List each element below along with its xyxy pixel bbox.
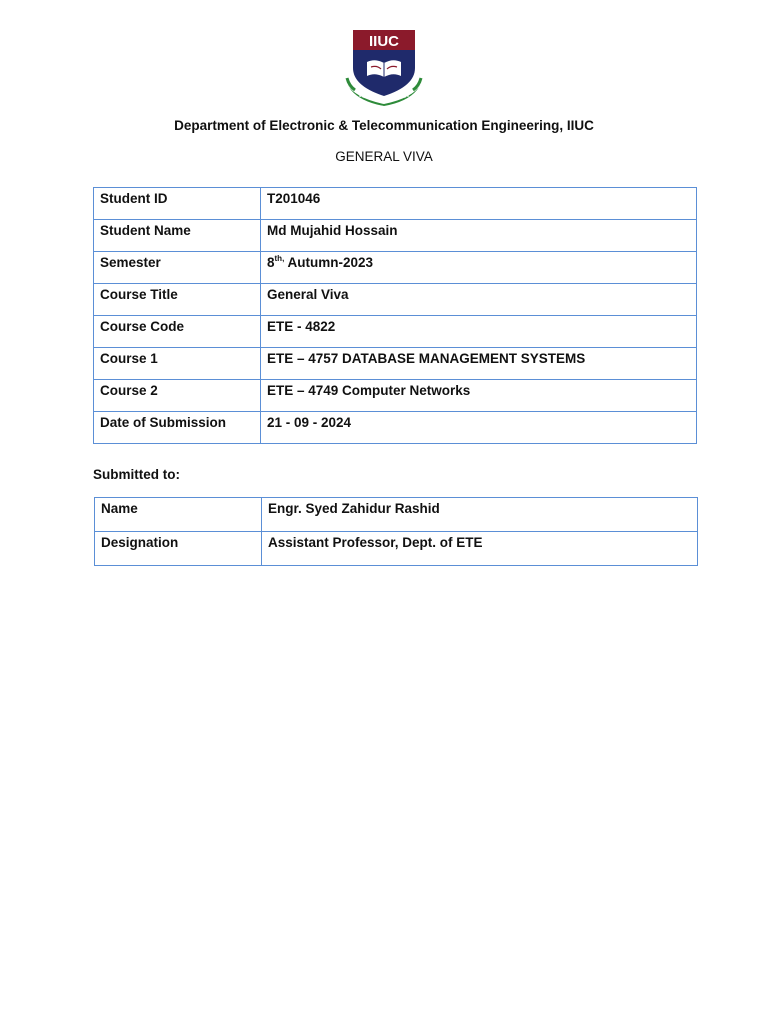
student-info-table <box>93 187 697 444</box>
table-row <box>94 284 697 316</box>
row-value: Assistant Professor, Dept. of ETE <box>262 532 698 566</box>
row-label: Course Code <box>94 316 261 348</box>
table-row <box>94 380 697 412</box>
row-label: Designation <box>95 532 262 566</box>
semester-term: Autumn-2023 <box>284 255 374 270</box>
table-row <box>94 348 697 380</box>
row-value: General Viva <box>261 284 697 316</box>
row-value: ETE - 4822 <box>261 316 697 348</box>
row-value: 21 - 09 - 2024 <box>261 412 697 444</box>
table-row <box>94 412 697 444</box>
row-label: Student ID <box>94 188 261 220</box>
table-row <box>95 532 698 566</box>
department-title: Department of Electronic & Telecommunication Engineering, IIUC <box>174 118 594 133</box>
row-value <box>261 252 697 284</box>
row-label: Date of Submission <box>94 412 261 444</box>
document-subtitle: GENERAL VIVA <box>335 149 433 164</box>
table-row <box>95 498 698 532</box>
submitted-to-heading: Submitted to: <box>93 467 180 482</box>
row-label: Course 2 <box>94 380 261 412</box>
row-label: Course Title <box>94 284 261 316</box>
row-label: Name <box>95 498 262 532</box>
row-value: T201046 <box>261 188 697 220</box>
iiuc-logo <box>345 28 423 108</box>
semester-ordinal: th, <box>274 254 285 263</box>
semester-number: 8 <box>267 255 275 270</box>
row-value: Md Mujahid Hossain <box>261 220 697 252</box>
row-value: Engr. Syed Zahidur Rashid <box>262 498 698 532</box>
row-label: Semester <box>94 252 261 284</box>
row-value: ETE – 4757 DATABASE MANAGEMENT SYSTEMS <box>261 348 697 380</box>
svg-text:IIUC: IIUC <box>369 33 399 50</box>
row-value: ETE – 4749 Computer Networks <box>261 380 697 412</box>
recipient-table <box>94 497 698 566</box>
row-label: Course 1 <box>94 348 261 380</box>
table-row <box>94 252 697 284</box>
row-label: Student Name <box>94 220 261 252</box>
table-row <box>94 220 697 252</box>
table-row <box>94 188 697 220</box>
table-row <box>94 316 697 348</box>
